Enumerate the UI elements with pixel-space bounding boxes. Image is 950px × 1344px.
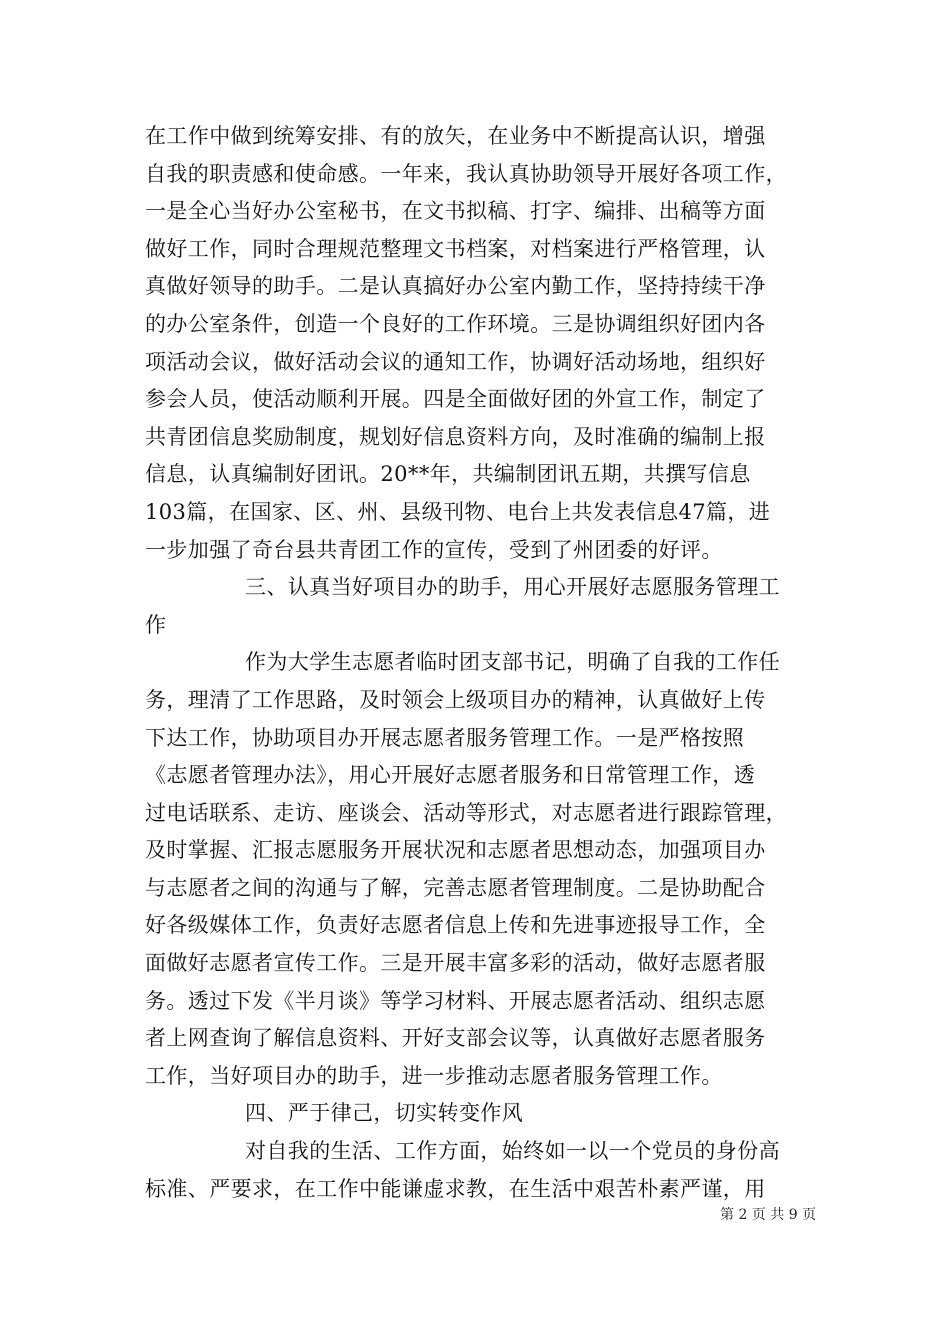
section-heading-3: 三、认真当好项目办的助手，用心开展好志愿服务管理工 bbox=[245, 575, 780, 600]
body-line: 务，理清了工作思路，及时领会上级项目办的精神，认真做好上传 bbox=[145, 687, 766, 712]
paragraph-start: 作为大学生志愿者临时团支部书记，明确了自我的工作任 bbox=[245, 650, 780, 675]
body-line: 下达工作，协助项目办开展志愿者服务管理工作。一是严格按照 bbox=[145, 725, 745, 750]
body-line: 标准、严要求，在工作中能谦虚求教，在生活中艰苦朴素严谨，用 bbox=[145, 1176, 766, 1201]
body-line: 103篇，在国家、区、州、县级刊物、电台上共发表信息47篇，进 bbox=[145, 499, 771, 524]
body-line: 一是全心当好办公室秘书，在文书拟稿、打字、编排、出稿等方面 bbox=[145, 199, 766, 224]
body-line: 参会人员，使活动顺利开展。四是全面做好团的外宣工作，制定了 bbox=[145, 387, 766, 412]
body-line: 真做好领导的助手。二是认真搞好办公室内勤工作，坚持持续干净 bbox=[145, 274, 766, 299]
body-line: 好各级媒体工作，负责好志愿者信息上传和先进事迹报导工作，全 bbox=[145, 913, 766, 938]
body-line: 在工作中做到统筹安排、有的放矢，在业务中不断提高认识，增强 bbox=[145, 124, 766, 148]
body-line: 一步加强了奇台县共青团工作的宣传，受到了州团委的好评。 bbox=[145, 537, 723, 562]
section-heading-3-cont: 作 bbox=[145, 612, 167, 637]
body-line: 项活动会议，做好活动会议的通知工作，协调好活动场地，组织好 bbox=[145, 349, 766, 374]
document-body bbox=[145, 118, 810, 1208]
body-line: 务。透过下发《半月谈》等学习材料、开展志愿者活动、组织志愿 bbox=[145, 988, 766, 1013]
body-line: 者上网查询了解信息资料、开好支部会议等，认真做好志愿者服务 bbox=[145, 1026, 766, 1051]
body-line: 自我的职责感和使命感。一年来，我认真协助领导开展好各项工作， bbox=[145, 161, 787, 186]
body-line: 过电话联系、走访、座谈会、活动等形式，对志愿者进行跟踪管理， bbox=[145, 800, 787, 825]
body-line: 《志愿者管理办法》，用心开展好志愿者服务和日常管理工作，透 bbox=[145, 763, 756, 788]
body-line: 面做好志愿者宣传工作。三是开展丰富多彩的活动，做好志愿者服 bbox=[145, 951, 766, 976]
section-heading-4: 四、严于律己，切实转变作风 bbox=[245, 1101, 524, 1126]
paragraph-start: 对自我的生活、工作方面，始终如一以一个党员的身份高 bbox=[245, 1139, 780, 1164]
body-line: 与志愿者之间的沟通与了解，完善志愿者管理制度。二是协助配合 bbox=[145, 875, 766, 900]
body-line: 工作，当好项目办的助手，进一步推动志愿者服务管理工作。 bbox=[145, 1063, 723, 1088]
page-number: 第 2 页 共 9 页 bbox=[720, 1207, 817, 1223]
body-line: 信息，认真编制好团讯。20**年，共编制团讯五期，共撰写信息 bbox=[145, 462, 751, 487]
body-line: 共青团信息奖励制度，规划好信息资料方向，及时准确的编制上报 bbox=[145, 424, 766, 449]
body-line: 做好工作，同时合理规范整理文书档案，对档案进行严格管理，认 bbox=[145, 236, 766, 261]
body-line: 的办公室条件，创造一个良好的工作环境。三是协调组织好团内各 bbox=[145, 311, 766, 336]
body-line: 及时掌握、汇报志愿服务开展状况和志愿者思想动态，加强项目办 bbox=[145, 838, 766, 863]
